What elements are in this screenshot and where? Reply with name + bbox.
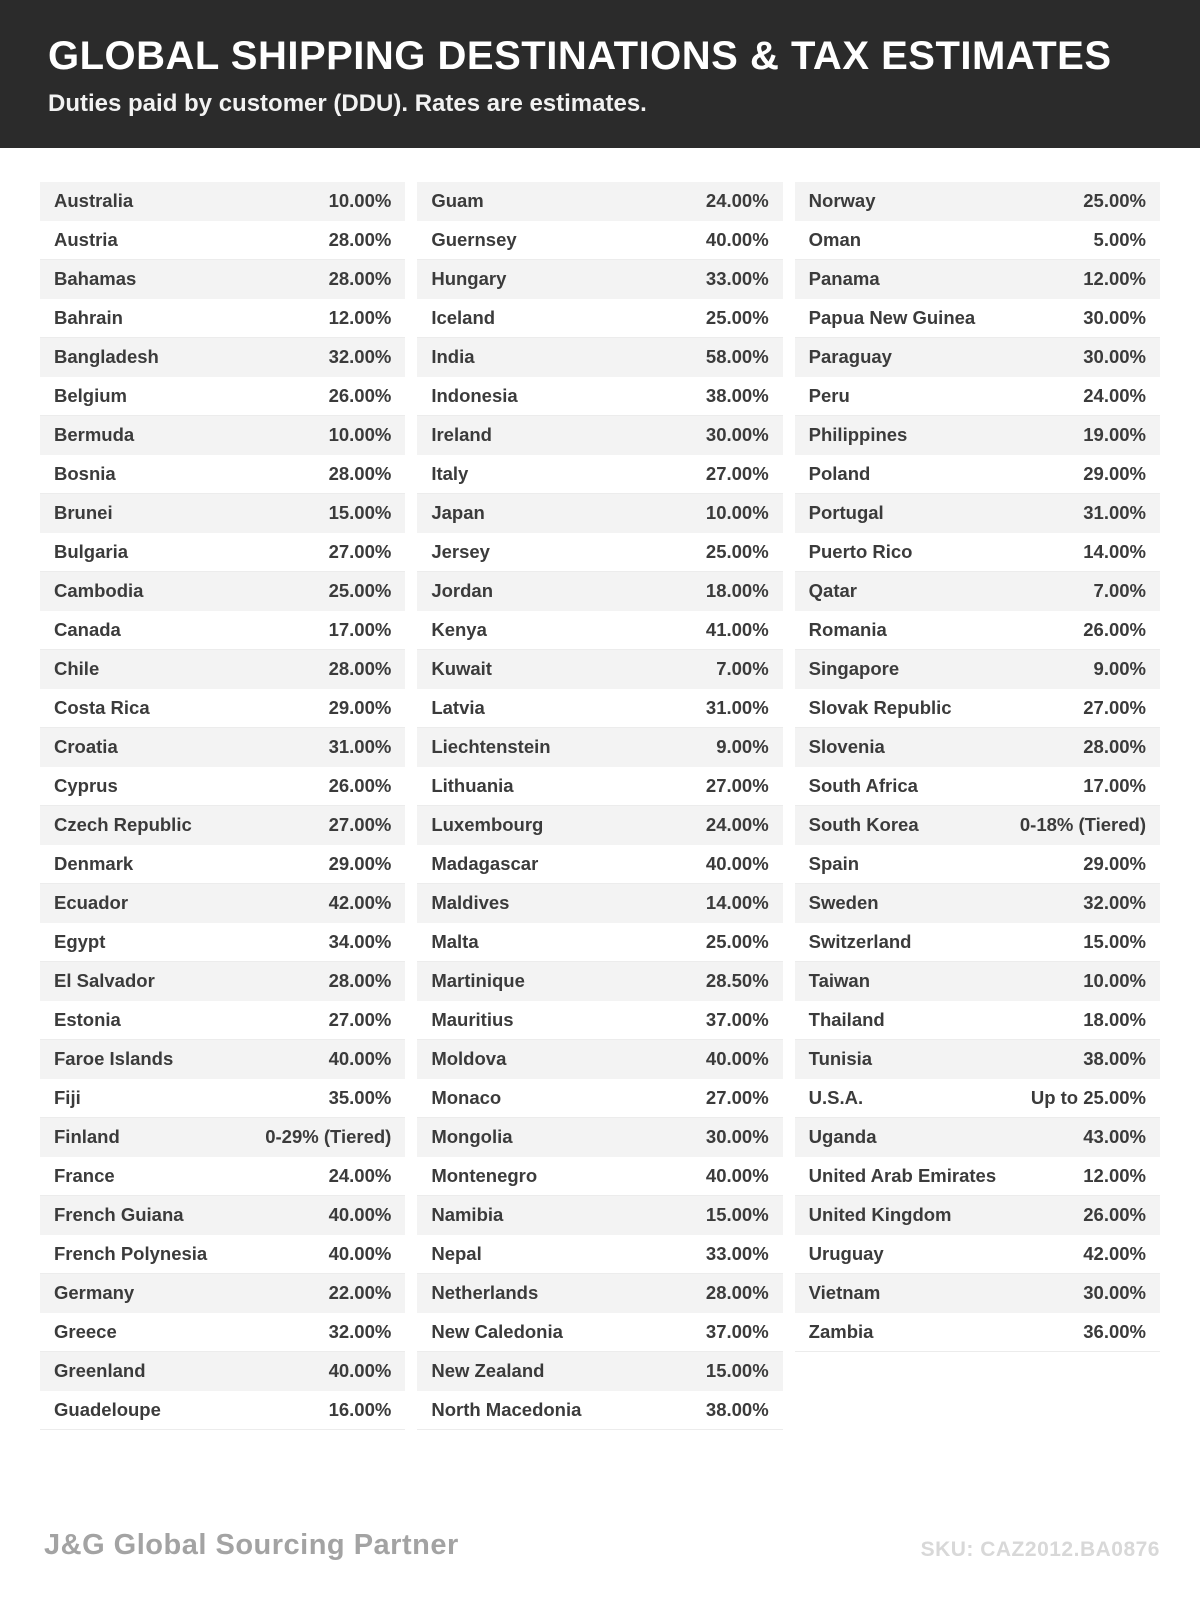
rate-value: 22.00% <box>328 1282 392 1303</box>
rate-value: 33.00% <box>705 268 769 289</box>
country-label: Italy <box>431 463 469 484</box>
table-row <box>795 923 1160 962</box>
country-label: Portugal <box>808 502 884 523</box>
country-label: Belgium <box>54 385 127 406</box>
country-label: Netherlands <box>431 1282 539 1303</box>
country-label: U.S.A. <box>808 1087 864 1108</box>
rate-value: 17.00% <box>328 619 392 640</box>
country-label: Latvia <box>431 697 485 718</box>
table-row <box>795 611 1160 650</box>
table-row <box>795 338 1160 377</box>
country-label: Germany <box>54 1282 135 1303</box>
rate-value: 27.00% <box>328 814 392 835</box>
country-label: Estonia <box>54 1009 121 1030</box>
table-row <box>40 416 405 455</box>
rate-value: 27.00% <box>328 1009 392 1030</box>
table-row <box>40 221 405 260</box>
table-row <box>417 728 782 767</box>
rate-value: 43.00% <box>1083 1126 1146 1147</box>
table-row <box>795 533 1160 572</box>
country-label: Indonesia <box>431 385 518 406</box>
table-row <box>417 845 782 884</box>
table-row <box>417 416 782 455</box>
rate-column-3 <box>795 182 1160 1352</box>
country-label: Slovak Republic <box>808 697 952 718</box>
country-label: Mauritius <box>431 1009 514 1030</box>
table-row <box>40 689 405 728</box>
country-label: Liechtenstein <box>431 736 551 757</box>
country-label: Paraguay <box>808 346 892 367</box>
country-label: Montenegro <box>431 1165 538 1186</box>
country-label: Iceland <box>431 307 496 328</box>
country-label: Faroe Islands <box>54 1048 174 1069</box>
table-row <box>417 455 782 494</box>
rate-value: 26.00% <box>1083 619 1146 640</box>
rate-value: 40.00% <box>705 1048 769 1069</box>
table-row <box>417 1313 782 1352</box>
table-row <box>417 1118 782 1157</box>
table-row <box>417 1391 782 1430</box>
rate-value: 35.00% <box>328 1087 392 1108</box>
table-row <box>417 611 782 650</box>
country-label: India <box>431 346 475 367</box>
table-row <box>40 1001 405 1040</box>
table-row <box>40 455 405 494</box>
table-row <box>40 533 405 572</box>
country-label: Taiwan <box>808 970 870 991</box>
rate-value: 37.00% <box>705 1321 769 1342</box>
table-row <box>795 455 1160 494</box>
table-row <box>795 1001 1160 1040</box>
page-subtitle: Duties paid by customer (DDU). Rates are estimates. <box>48 90 647 117</box>
table-row <box>417 1196 782 1235</box>
country-label: Oman <box>808 229 862 250</box>
country-label: Brunei <box>54 502 113 523</box>
rate-value: 29.00% <box>1083 463 1146 484</box>
table-row <box>40 1157 405 1196</box>
rate-value: 26.00% <box>328 775 392 796</box>
rate-value: 40.00% <box>705 229 769 250</box>
table-row <box>40 728 405 767</box>
table-row <box>795 299 1160 338</box>
table-row <box>40 611 405 650</box>
table-row <box>40 299 405 338</box>
rate-value: 9.00% <box>716 736 769 757</box>
country-label: Uruguay <box>808 1243 884 1264</box>
country-label: Romania <box>808 619 887 640</box>
brand-text: J&G Global Sourcing Partner <box>44 1529 459 1561</box>
rate-value: 40.00% <box>705 1165 769 1186</box>
table-row <box>795 845 1160 884</box>
rate-value: 28.00% <box>328 229 392 250</box>
rate-value: 12.00% <box>1083 1165 1146 1186</box>
country-label: Austria <box>54 229 118 250</box>
country-label: Costa Rica <box>54 697 150 718</box>
rate-value: 28.00% <box>328 463 392 484</box>
rate-value: 0-18% (Tiered) <box>1019 814 1146 835</box>
country-label: Martinique <box>431 970 525 991</box>
rate-value: 28.00% <box>328 970 392 991</box>
rate-value: 30.00% <box>1083 346 1146 367</box>
rate-value: 36.00% <box>1083 1321 1146 1342</box>
table-row <box>417 689 782 728</box>
country-label: Maldives <box>431 892 510 913</box>
rate-value: 30.00% <box>1083 1282 1146 1303</box>
country-label: Lithuania <box>431 775 514 796</box>
country-label: French Guiana <box>54 1204 184 1225</box>
page-header <box>0 0 1200 148</box>
table-row <box>417 1274 782 1313</box>
country-label: Mongolia <box>431 1126 513 1147</box>
table-row <box>417 962 782 1001</box>
rate-value: 37.00% <box>705 1009 769 1030</box>
country-label: Switzerland <box>808 931 912 952</box>
rate-value: 29.00% <box>1083 853 1146 874</box>
rate-value: 42.00% <box>328 892 392 913</box>
rate-value: 26.00% <box>1083 1204 1146 1225</box>
table-row <box>795 182 1160 221</box>
table-row <box>795 221 1160 260</box>
country-label: Namibia <box>431 1204 504 1225</box>
country-label: Bulgaria <box>54 541 129 562</box>
country-label: North Macedonia <box>431 1399 582 1420</box>
table-row <box>40 338 405 377</box>
rate-value: 15.00% <box>705 1360 769 1381</box>
rate-value: 32.00% <box>328 1321 392 1342</box>
rate-value: 42.00% <box>1083 1243 1146 1264</box>
rate-value: 27.00% <box>705 775 769 796</box>
country-label: Denmark <box>54 853 134 874</box>
table-row <box>417 377 782 416</box>
rate-value: 29.00% <box>328 853 392 874</box>
rate-value: 0-29% (Tiered) <box>265 1126 392 1147</box>
country-label: Guadeloupe <box>54 1399 161 1420</box>
rate-value: 25.00% <box>705 307 769 328</box>
country-label: Tunisia <box>808 1048 873 1069</box>
country-label: El Salvador <box>54 970 155 991</box>
table-row <box>40 923 405 962</box>
table-row <box>417 1001 782 1040</box>
table-row <box>417 533 782 572</box>
rate-value: 40.00% <box>705 853 769 874</box>
rate-value: 19.00% <box>1083 424 1146 445</box>
table-row <box>40 377 405 416</box>
table-row <box>417 494 782 533</box>
table-row <box>795 962 1160 1001</box>
table-row <box>417 1352 782 1391</box>
country-label: Ireland <box>431 424 492 445</box>
rate-value: 25.00% <box>705 541 769 562</box>
country-label: Czech Republic <box>54 814 192 835</box>
table-row <box>40 1274 405 1313</box>
country-label: Poland <box>808 463 871 484</box>
country-label: Jersey <box>431 541 490 562</box>
rate-value: 14.00% <box>1083 541 1146 562</box>
country-label: Monaco <box>431 1087 502 1108</box>
country-label: United Arab Emirates <box>808 1165 997 1186</box>
country-label: Qatar <box>808 580 857 601</box>
country-label: Cambodia <box>54 580 144 601</box>
table-row <box>40 1079 405 1118</box>
rate-value: 17.00% <box>1083 775 1146 796</box>
table-row <box>795 1196 1160 1235</box>
table-row <box>795 884 1160 923</box>
rate-value: 27.00% <box>1083 697 1146 718</box>
table-row <box>417 221 782 260</box>
rate-value: 16.00% <box>328 1399 392 1420</box>
country-label: France <box>54 1165 115 1186</box>
rate-value: 28.50% <box>705 970 769 991</box>
rate-value: 30.00% <box>705 424 769 445</box>
country-label: Papua New Guinea <box>808 307 976 328</box>
table-row <box>40 845 405 884</box>
table-row <box>417 767 782 806</box>
footer <box>0 1529 1200 1600</box>
country-label: Zambia <box>808 1321 874 1342</box>
rate-value: 26.00% <box>328 385 392 406</box>
rate-value: 25.00% <box>705 931 769 952</box>
table-row <box>40 767 405 806</box>
rate-value: 14.00% <box>705 892 769 913</box>
country-label: Croatia <box>54 736 118 757</box>
rate-value: 31.00% <box>328 736 392 757</box>
rate-value: 15.00% <box>328 502 392 523</box>
table-row <box>417 1040 782 1079</box>
country-label: New Zealand <box>431 1360 545 1381</box>
rate-value: 29.00% <box>328 697 392 718</box>
table-row <box>795 1157 1160 1196</box>
table-row <box>40 1391 405 1430</box>
rate-value: 28.00% <box>705 1282 769 1303</box>
table-row <box>417 923 782 962</box>
rate-value: 18.00% <box>705 580 769 601</box>
country-label: Norway <box>808 190 876 211</box>
table-row <box>40 806 405 845</box>
country-label: Malta <box>431 931 479 952</box>
table-row <box>795 1274 1160 1313</box>
rate-value: 10.00% <box>328 424 392 445</box>
country-label: Peru <box>808 385 850 406</box>
country-label: Bermuda <box>54 424 135 445</box>
table-row <box>40 1118 405 1157</box>
country-label: Philippines <box>808 424 908 445</box>
rate-value: 31.00% <box>705 697 769 718</box>
rate-value: 24.00% <box>705 190 769 211</box>
rates-table <box>0 148 1200 1430</box>
rate-value: 24.00% <box>328 1165 392 1186</box>
country-label: Bosnia <box>54 463 116 484</box>
country-label: Uganda <box>808 1126 877 1147</box>
rate-value: 24.00% <box>705 814 769 835</box>
table-row <box>795 1235 1160 1274</box>
table-row <box>40 1235 405 1274</box>
country-label: Egypt <box>54 931 106 952</box>
rate-value: 25.00% <box>328 580 392 601</box>
country-label: Panama <box>808 268 880 289</box>
table-row <box>795 377 1160 416</box>
rate-value: 41.00% <box>705 619 769 640</box>
country-label: Spain <box>808 853 860 874</box>
country-label: United Kingdom <box>808 1204 952 1225</box>
table-row <box>795 728 1160 767</box>
table-row <box>795 1118 1160 1157</box>
table-row <box>417 1157 782 1196</box>
rate-value: 34.00% <box>328 931 392 952</box>
country-label: Kenya <box>431 619 487 640</box>
table-row <box>795 806 1160 845</box>
table-row <box>417 260 782 299</box>
country-label: Finland <box>54 1126 120 1147</box>
rate-value: 40.00% <box>328 1243 392 1264</box>
table-row <box>795 689 1160 728</box>
country-label: Greenland <box>54 1360 146 1381</box>
country-label: Chile <box>54 658 100 679</box>
rate-value: 33.00% <box>705 1243 769 1264</box>
country-label: Thailand <box>808 1009 885 1030</box>
rate-value: 40.00% <box>328 1048 392 1069</box>
country-label: Bahrain <box>54 307 123 328</box>
table-row <box>417 299 782 338</box>
rate-value: 27.00% <box>705 463 769 484</box>
rate-value: 30.00% <box>705 1126 769 1147</box>
country-label: Sweden <box>808 892 879 913</box>
table-row <box>795 260 1160 299</box>
rate-value: 40.00% <box>328 1204 392 1225</box>
rate-value: 10.00% <box>705 502 769 523</box>
rate-value: 15.00% <box>705 1204 769 1225</box>
rate-value: 12.00% <box>1083 268 1146 289</box>
rate-value: 15.00% <box>1083 931 1146 952</box>
table-row <box>40 650 405 689</box>
country-label: South Korea <box>808 814 919 835</box>
rate-value: 40.00% <box>328 1360 392 1381</box>
table-row <box>417 572 782 611</box>
rate-value: 31.00% <box>1083 502 1146 523</box>
rate-value: 38.00% <box>1083 1048 1146 1069</box>
table-row <box>417 182 782 221</box>
country-label: Cyprus <box>54 775 118 796</box>
table-row <box>795 1040 1160 1079</box>
rate-value: 32.00% <box>328 346 392 367</box>
country-label: Puerto Rico <box>808 541 913 562</box>
rate-value: 9.00% <box>1093 658 1146 679</box>
rate-value: 28.00% <box>328 268 392 289</box>
rate-value: 18.00% <box>1083 1009 1146 1030</box>
country-label: Guam <box>431 190 484 211</box>
country-label: Nepal <box>431 1243 482 1264</box>
country-label: Guernsey <box>431 229 517 250</box>
country-label: Vietnam <box>808 1282 881 1303</box>
table-row <box>40 962 405 1001</box>
rate-value: 10.00% <box>1083 970 1146 991</box>
rate-value: 7.00% <box>716 658 769 679</box>
country-label: Hungary <box>431 268 507 289</box>
rate-value: 27.00% <box>328 541 392 562</box>
rate-value: 32.00% <box>1083 892 1146 913</box>
country-label: Bahamas <box>54 268 137 289</box>
table-row <box>417 650 782 689</box>
table-row <box>795 767 1160 806</box>
country-label: Madagascar <box>431 853 539 874</box>
rate-value: 25.00% <box>1083 190 1146 211</box>
table-row <box>417 338 782 377</box>
table-row <box>40 1196 405 1235</box>
table-row <box>40 1313 405 1352</box>
rate-column-1 <box>40 182 405 1430</box>
table-row <box>40 1040 405 1079</box>
country-label: Singapore <box>808 658 900 679</box>
table-row <box>417 1079 782 1118</box>
rate-value: 5.00% <box>1093 229 1146 250</box>
table-row <box>795 650 1160 689</box>
sku-text: SKU: CAZ2012.BA0876 <box>920 1538 1160 1561</box>
rate-value: 12.00% <box>328 307 392 328</box>
country-label: Luxembourg <box>431 814 544 835</box>
table-row <box>417 806 782 845</box>
table-row <box>795 1079 1160 1118</box>
country-label: Australia <box>54 190 134 211</box>
country-label: Fiji <box>54 1087 81 1108</box>
rate-value: 28.00% <box>328 658 392 679</box>
rate-value: 38.00% <box>705 385 769 406</box>
country-label: Bangladesh <box>54 346 159 367</box>
rate-value: 10.00% <box>328 190 392 211</box>
table-row <box>40 572 405 611</box>
country-label: Moldova <box>431 1048 507 1069</box>
country-label: Greece <box>54 1321 117 1342</box>
country-label: Kuwait <box>431 658 492 679</box>
country-label: Japan <box>431 502 485 523</box>
rate-value: Up to 25.00% <box>1030 1087 1146 1108</box>
country-label: Ecuador <box>54 892 129 913</box>
table-row <box>40 182 405 221</box>
rate-value: 24.00% <box>1083 385 1146 406</box>
page-title: GLOBAL SHIPPING DESTINATIONS & TAX ESTIMATES <box>48 34 1112 78</box>
table-row <box>417 1235 782 1274</box>
rate-value: 30.00% <box>1083 307 1146 328</box>
country-label: French Polynesia <box>54 1243 208 1264</box>
country-label: Canada <box>54 619 121 640</box>
rate-column-2 <box>417 182 782 1430</box>
country-label: South Africa <box>808 775 918 796</box>
rate-value: 27.00% <box>705 1087 769 1108</box>
rate-value: 38.00% <box>705 1399 769 1420</box>
table-row <box>40 1352 405 1391</box>
rate-value: 7.00% <box>1093 580 1146 601</box>
country-label: New Caledonia <box>431 1321 563 1342</box>
country-label: Jordan <box>431 580 494 601</box>
table-row <box>40 494 405 533</box>
table-row <box>795 572 1160 611</box>
table-row <box>40 260 405 299</box>
country-label: Slovenia <box>808 736 885 757</box>
table-row <box>417 884 782 923</box>
rate-value: 58.00% <box>705 346 769 367</box>
table-row <box>40 884 405 923</box>
table-row <box>795 494 1160 533</box>
table-row <box>795 1313 1160 1352</box>
rate-value: 28.00% <box>1083 736 1146 757</box>
table-row <box>795 416 1160 455</box>
